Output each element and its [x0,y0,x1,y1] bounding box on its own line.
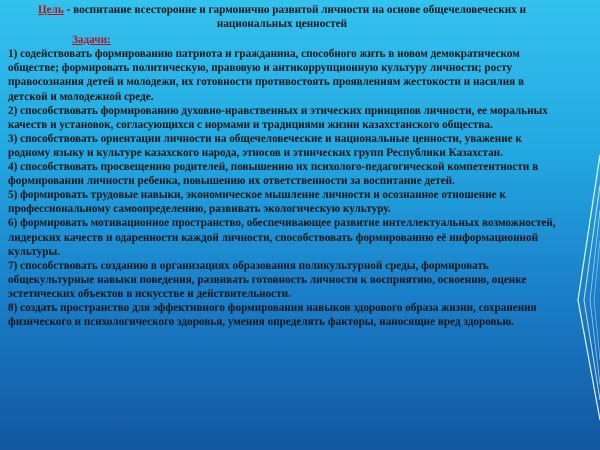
task-item: 3) способствовать ориентации личности на общечеловеческие и национальные ценности, уважение к родному языку и культуре казахского народа, этносов и этнических групп Республики Казахстан. [8,132,522,159]
task-item: 1) содействовать формированию патриота и гражданина, способного жить в новом демократическом обществе; формировать политическую, правовую и антикоррупционную культуру личности; росту правосознания детей и молодежи, их готовности противостоять проявлениям жестокости и насилия в детской и молодежной среде. [8,48,525,103]
task-item: 8) создать пространство для эффективного формирования навыков здорового образа жизни, сохранения физического и психологического здоровья, умения определять факторы, наносящие вред здоровью. [8,301,537,329]
goal-statement [8,3,556,31]
tasks-heading: Задачи: [72,34,111,47]
task-item: 2) способствовать формированию духовно-нравственных и этических принципов личности, ее моральных качеств и установок, согласующихся с нормами и традициями жизни казахстанского общества. [8,104,548,131]
decorative-lines [560,0,600,450]
task-item: 4) способствовать просвещению родителей, повышению их психолого-педагогической компетентности в формировании личности ребенка, повышению их ответственности за воспитание детей. [8,161,539,188]
task-item: 6) формировать мотивационное пространство, обеспечивающее развитие интеллектуальных возможностей, лидерских качеств и одаренности каждой личности, способствовать формированию её информационной культуры. [8,217,556,258]
slide-content [8,3,556,329]
task-item: 5) формировать трудовые навыки, экономическое мышление личности и осознанное отношение к профессиональному самоопределению, развивать экологическую культуру. [8,189,506,216]
goal-label: Цель [37,4,64,16]
task-item: 7) способствовать созданию в организациях образования поликультурной среды, формировать общекультурные навыки поведения, развивать готовность личности к восприятию, освоению, оценке эстетических объектов в искусстве и действительности. [8,259,527,300]
goal-text: - воспитание всесторонне и гармонично развитой личности на основе общечеловеческих и национальных ценностей [63,4,527,31]
